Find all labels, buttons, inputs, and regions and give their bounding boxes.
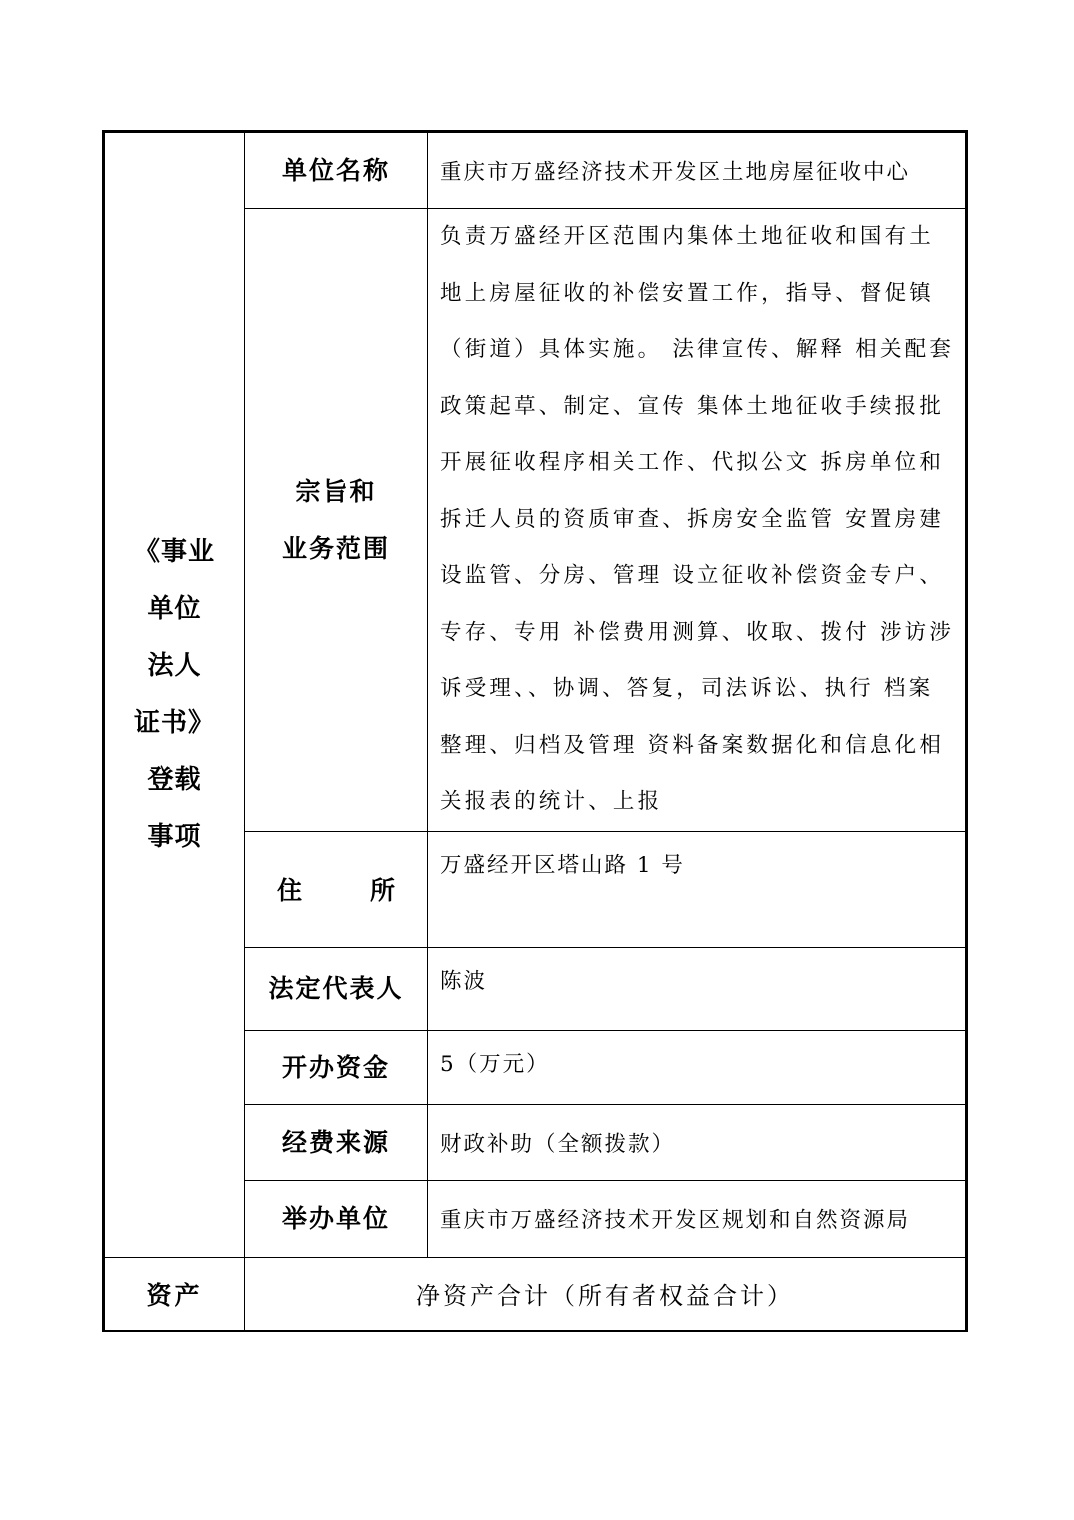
residence-label-left: 住 xyxy=(277,876,303,905)
certificate-section-label xyxy=(104,132,245,1258)
funding-source-label: 经费来源 xyxy=(245,1104,428,1180)
funding-source-value: 财政补助（全额拨款） xyxy=(428,1104,967,1180)
section-line: 单位 xyxy=(147,593,202,624)
assets-label: 资产 xyxy=(104,1257,245,1331)
unit-name-label: 单位名称 xyxy=(245,132,428,209)
residence-value: 万盛经开区塔山路 1 号 xyxy=(428,831,967,947)
row-unit-name xyxy=(104,132,967,209)
residence-label xyxy=(245,831,428,947)
certificate-form-table xyxy=(102,130,968,1332)
purpose-scope-label-line: 宗旨和 xyxy=(295,476,377,506)
residence-label-right: 所 xyxy=(369,876,395,905)
row-assets xyxy=(104,1257,967,1331)
section-line: 法人 xyxy=(147,650,202,681)
purpose-scope-value: 负责万盛经开区范围内集体土地征收和国有土地上房屋征收的补偿安置工作，指导、督促镇（街道）具体实施。 法律宣传、解释 相关配套政策起草、制定、宣传 集体土地征收手续报批 开展征收程序相关工作、代拟公文 拆房单位和拆迁人员的资质审查、拆房安全监管 安置房建设监管、分房、管理 设立征收补偿资金专户、专存、专用 补偿费用测算、收取、拨付 涉访涉诉受理、、协调、答复，司法诉讼、执行 档案整理、归档及管理 资料备案数据化和信息化相关报表的统计、上报 xyxy=(428,209,967,832)
section-line: 证书》 xyxy=(133,707,215,738)
legal-rep-label: 法定代表人 xyxy=(245,947,428,1030)
sponsor-value: 重庆市万盛经济技术开发区规划和自然资源局 xyxy=(428,1180,967,1257)
start-capital-value: 5（万元） xyxy=(428,1030,967,1104)
unit-name-value: 重庆市万盛经济技术开发区土地房屋征收中心 xyxy=(428,132,967,209)
start-capital-label: 开办资金 xyxy=(245,1030,428,1104)
assets-value: 净资产合计（所有者权益合计） xyxy=(245,1257,967,1331)
legal-rep-value: 陈波 xyxy=(428,947,967,1030)
section-line: 登载 xyxy=(147,764,202,795)
section-line: 《事业 xyxy=(133,536,215,567)
purpose-scope-label xyxy=(245,209,428,832)
sponsor-label: 举办单位 xyxy=(245,1180,428,1257)
purpose-scope-label-line: 业务范围 xyxy=(281,533,390,563)
section-line: 事项 xyxy=(147,821,202,852)
